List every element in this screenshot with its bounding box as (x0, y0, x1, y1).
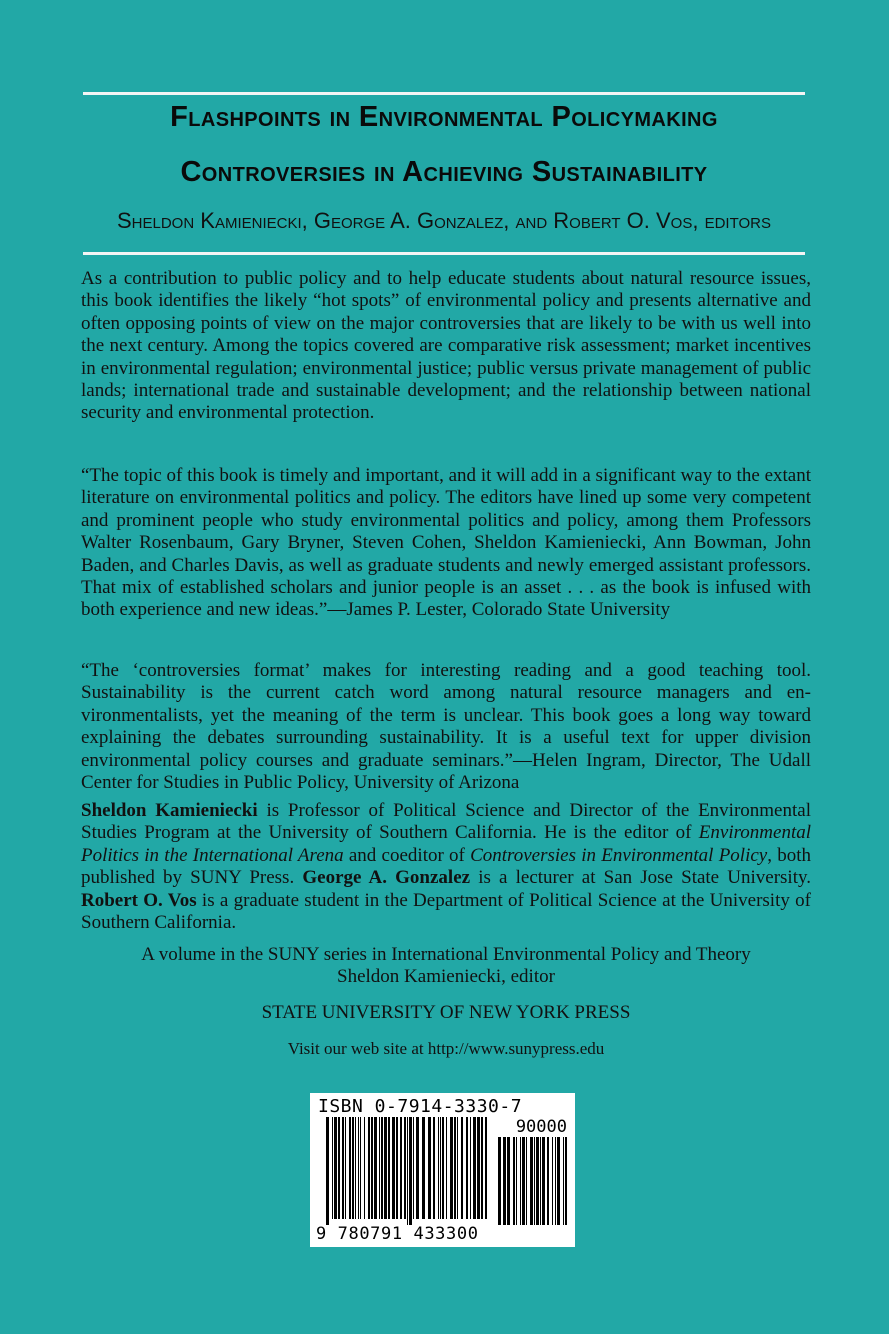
top-rule (83, 92, 805, 95)
barcode-bar (547, 1137, 549, 1225)
barcode-bar (438, 1117, 439, 1219)
isbn-label: ISBN 0-7914-3330-7 (318, 1096, 523, 1117)
barcode-bar (552, 1137, 553, 1225)
bio-name-kamieniecki: Sheldon Kamieniecki (81, 800, 258, 821)
barcode-bar (565, 1137, 567, 1225)
review-quote-ingram: “The ‘controversies format’ makes for interesting reading and a good teaching tool. Sustainability is the current catch word among natural resource managers and environmentalists, yet the meaning of the term is unclear. This book goes a long way toward explaining the debates surrounding sustainability. It is a useful text for upper division environmental policy courses and graduate seminars.”—Helen Ingram, Director, The Udall Center for Studies in Public Policy, University of Arizona (81, 660, 811, 794)
bio-text: is a graduate student in the Department of Political Science at the University of Southern California. (81, 889, 811, 934)
barcode-bar (507, 1137, 510, 1225)
barcode-bar (349, 1117, 351, 1219)
bio-text: and coeditor of (343, 844, 471, 866)
barcode-bar (368, 1117, 370, 1219)
barcode-bar (513, 1137, 515, 1225)
ean-bars (326, 1117, 492, 1225)
book-title: Flashpoints in Environmental Policymaking (170, 101, 718, 133)
barcode-bar (473, 1117, 476, 1219)
barcode-bar (530, 1137, 533, 1225)
barcode-bar (396, 1117, 398, 1219)
barcode-bar (342, 1117, 344, 1219)
barcode-bar (388, 1117, 390, 1219)
publisher-name: STATE UNIVERSITY OF NEW YORK PRESS (261, 1002, 631, 1023)
barcode-bar (457, 1117, 458, 1219)
barcode-bar (338, 1117, 340, 1219)
barcode-bar (470, 1117, 471, 1219)
bio-text: is Professor of Political Science and Director of the Environmental Studies Program at the University of Southern California. He is the editor of (81, 800, 811, 844)
barcode-bar (352, 1117, 354, 1219)
barcode-bar (516, 1137, 517, 1225)
bottom-rule (83, 252, 805, 255)
series-editor-line: Sheldon Kamieniecki, editor (337, 966, 555, 987)
barcode-bar (454, 1117, 456, 1219)
bio-book-title: Environmental Politics in the International Arena (81, 822, 811, 866)
barcode-bar (555, 1137, 556, 1225)
barcode-bar (409, 1117, 412, 1225)
ean-number: 9 780791 433300 (316, 1224, 479, 1244)
barcode-bar (360, 1117, 361, 1219)
barcode-bar (428, 1117, 431, 1219)
barcode-bar (520, 1137, 521, 1225)
barcode-bar (557, 1137, 560, 1225)
barcode-bar (381, 1117, 383, 1219)
barcode-bar (384, 1117, 387, 1219)
barcode-bar (355, 1117, 356, 1219)
barcode-bar (503, 1137, 506, 1225)
barcode-bar (364, 1117, 365, 1219)
barcode-bar (477, 1117, 480, 1219)
barcode-bar (466, 1117, 468, 1219)
bio-name-gonzalez: George A. Gonzalez (302, 867, 471, 889)
barcode-bar (442, 1117, 444, 1219)
bio-name-vos: Robert O. Vos (81, 889, 197, 911)
barcode-bar (461, 1117, 463, 1219)
barcode-bar (332, 1117, 333, 1219)
barcode-bar (498, 1137, 501, 1225)
editors-line: Sheldon Kamieniecki, George A. Gonzalez, and Robert O. Vos, editors (117, 208, 771, 233)
barcode-bar (433, 1117, 435, 1219)
barcode-bar (522, 1137, 525, 1225)
barcode-bar (422, 1117, 425, 1219)
isbn-barcode (310, 1093, 575, 1247)
barcode-bar (440, 1117, 441, 1219)
barcode-bar (534, 1137, 535, 1225)
barcode-bar (374, 1117, 377, 1219)
barcode-bar (413, 1117, 414, 1219)
barcode-bar (536, 1137, 539, 1225)
barcode-bar (446, 1117, 447, 1219)
bio-text: is a lecturer at San Jose State University. (470, 867, 811, 889)
barcode-bar (540, 1137, 541, 1225)
barcode-bar (371, 1117, 373, 1219)
price-code: 90000 (515, 1117, 567, 1137)
barcode-bar (400, 1117, 402, 1219)
bio-text: , both published by SUNY Press. (81, 844, 811, 889)
review-quote-lester: “The topic of this book is timely and important, and it will add in a significant way to the extant literature on environmental politics and policy. The editors have lined up some very competent and prominent people who study environmental politics and policy, among them Professors Walter Rosenbaum, Gary Bryner, Steven Cohen, Sheldon Kamieniecki, Ann Bowman, John Baden, and Charles Davis, as well as graduate students and newly emerged assistant professors. That mix of established scholars and junior people is an asset . . . as the book is infused with both experience and new ideas.”—James P. Lester, Colorado State University (81, 465, 811, 621)
barcode-bar (392, 1117, 395, 1219)
barcode-bar (542, 1137, 545, 1225)
barcode-bar (407, 1117, 408, 1225)
barcode-bar (358, 1117, 359, 1219)
series-line: A volume in the SUNY series in International Environmental Policy and Theory (141, 944, 751, 965)
barcode-bar (334, 1117, 337, 1219)
book-summary: As a contribution to public policy and to help educate students about natural resource issues, this book identifies the likely “hot spots” of environmental policy and presents alternative and often opposing points of view on the major controversies that are likely to be with us well into the next century. Among the topics covered are comparative risk assessment; market incentives in environmental regulation; environmental justice; public versus private management of public lands; international trade and sustainable development; and the relationship between national security and environmental protection. (81, 268, 811, 424)
barcode-bar (526, 1137, 527, 1225)
editor-bios (81, 800, 811, 934)
barcode-bar (450, 1117, 453, 1219)
barcode-bar (404, 1117, 406, 1219)
book-subtitle: Controversies in Achieving Sustainability (180, 156, 708, 188)
website-line: Visit our web site at http://www.sunypress.edu (287, 1039, 605, 1058)
addon-bars (498, 1137, 568, 1225)
barcode-bar (485, 1117, 487, 1219)
barcode-bar (326, 1117, 329, 1225)
barcode-bar (563, 1137, 564, 1225)
barcode-bar (481, 1117, 483, 1219)
barcode-bar (345, 1117, 346, 1219)
barcode-bar (416, 1117, 419, 1219)
barcode-bar (379, 1117, 380, 1219)
bio-book-title: Controversies in Environmental Policy (470, 844, 768, 866)
